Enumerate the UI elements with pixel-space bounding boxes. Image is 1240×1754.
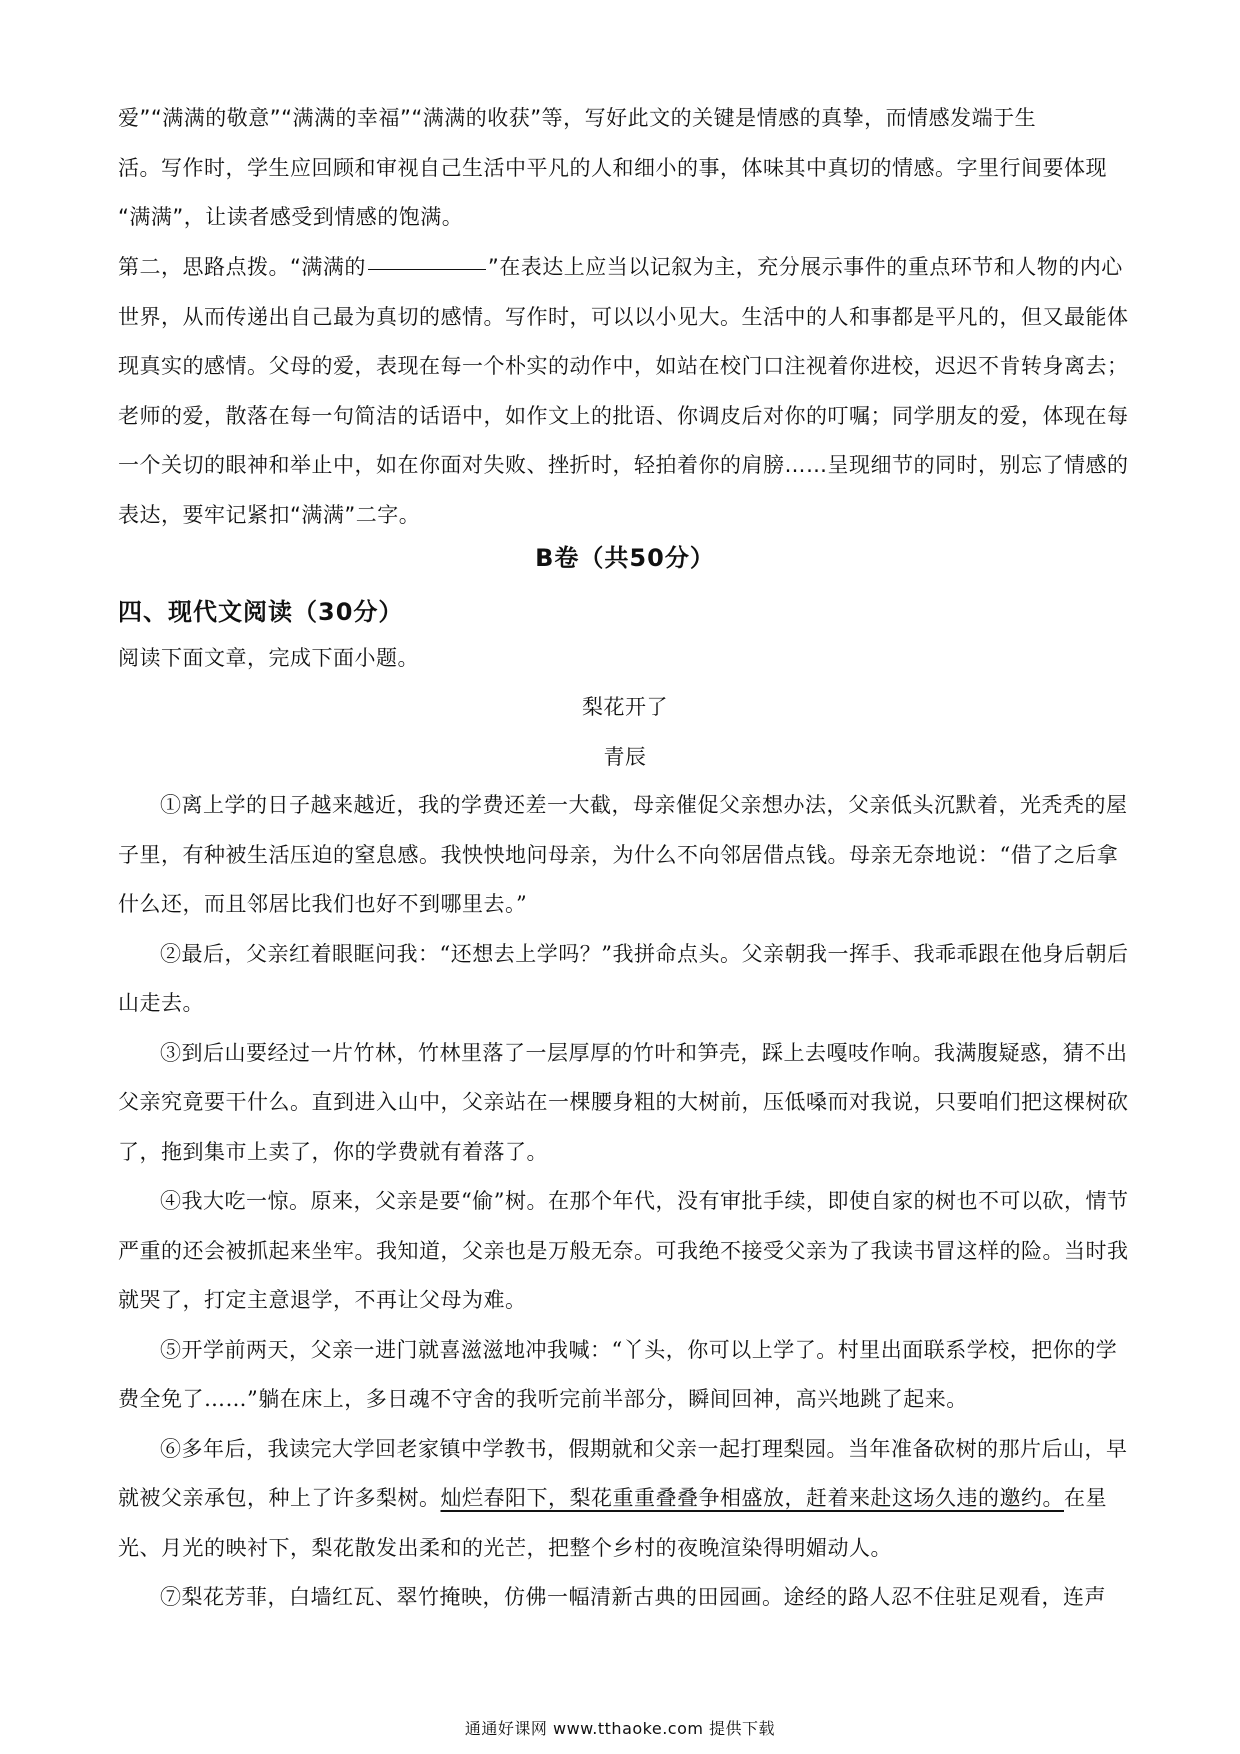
section-four-title: 四、现代文阅读（30分） (118, 598, 404, 626)
article-title: 梨花开了 (582, 695, 668, 719)
reading-instruction: 阅读下面文章，完成下面小题。 (118, 646, 419, 670)
fill-in-blank (368, 269, 486, 270)
article-paragraph-5: ⑤开学前两天，父亲一进门就喜滋滋地冲我喊：“丫头，你可以上学了。村里出面联系学校，把你的学费全免了……”躺在床上，多日魂不守舍的我听完前半部分，瞬间回神，高兴地跳了起来。 (118, 1337, 1118, 1411)
intro-line-3: “满满”，让读者感受到情感的饱满。 (118, 205, 464, 229)
intro-text (118, 94, 1132, 243)
paragraph-6-text-end: 在星光、月光的映衬下，梨花散发出柔和的光芒，把整个乡村的夜晚渲染得明媚动人。 (118, 1486, 1107, 1560)
article-paragraph-2: ②最后，父亲红着眼眶问我：“还想去上学吗？”我拼命点头。父亲朝我一挥手、我乖乖跟在他身后朝后山走去。 (118, 941, 1129, 1015)
tips-paragraph (118, 243, 1132, 540)
writing-tips-paragraph (118, 243, 1132, 540)
article-paragraph-4: ④我大吃一惊。原来，父亲是要“偷”树。在那个年代，没有审批手续，即使自家的树也不可以砍，情节严重的还会被抓起来坐牢。我知道，父亲也是万般无奈。可我绝不接受父亲为了我读书冒这样的险。当时我就哭了，打定主意退学，不再让父母为难。 (118, 1189, 1129, 1312)
intro-line-1: 爱”“满满的敬意”“满满的幸福”“满满的收获”等，写好此文的关键是情感的真挚，而情感发端于生 (118, 106, 1037, 130)
underlined-sentence: 灿烂春阳下，梨花重重叠叠争相盛放，赶着来赴这场久违的邀约。 (440, 1486, 1064, 1510)
article-author: 青辰 (603, 745, 647, 769)
article-paragraph-6 (118, 1425, 1132, 1574)
article-paragraph-1: ①离上学的日子越来越近，我的学费还差一大截，母亲催促父亲想办法，父亲低头沉默着，光秃秃的屋子里，有种被生活压迫的窒息感。我怏怏地问母亲，为什么不向邻居借点钱。母亲无奈地说：“借了之后拿什么还，而且邻居比我们也好不到哪里去。” (118, 793, 1128, 916)
page-footer: 通通好课网 www.tthaoke.com 提供下载 (464, 1719, 776, 1738)
section-b-title: B卷（共50分） (535, 544, 715, 572)
tips-text-after-blank: ”在表达上应当以记叙为主，充分展示事件的重点环节和人物的内心世界，从而传递出自己最为真切的感情。写作时，可以以小见大。生活中的人和事都是平凡的，但又最能体现真实的感情。父母的爱，表现在每一个朴实的动作中，如站在校门口注视着你进校，迟迟不肯转身离去；老师的爱，散落在每一句简洁的话语中，如作文上的批语、你调皮后对你的叮嘱；同学朋友的爱，体现在每一个关切的眼神和举止中，如在你面对失败、挫折时，轻拍着你的肩膀……呈现细节的同时，别忘了情感的表达，要牢记紧扣“满满”二字。 (118, 255, 1129, 527)
tips-text-before-blank: 第二，思路点拨。“满满的 (118, 255, 366, 279)
intro-line-2: 活。写作时，学生应回顾和审视自己生活中平凡的人和细小的事，体味其中真切的情感。字里行间要体现 (118, 155, 1107, 180)
article-paragraph-3: ③到后山要经过一片竹林，竹林里落了一层厚厚的竹叶和笋壳，踩上去嘎吱作响。我满腹疑惑，猜不出父亲究竟要干什么。直到进入山中，父亲站在一棵腰身粗的大树前，压低嗓而对我说，只要咱们把这棵树砍了，拖到集市上卖了，你的学费就有着落了。 (118, 1040, 1129, 1164)
article-paragraph-7: ⑦梨花芳菲，白墙红瓦、翠竹掩映，仿佛一幅清新古典的田园画。途经的路人忍不住驻足观看，连声 (160, 1585, 1106, 1609)
paragraph-6-text: ⑥多年后，我读完大学回老家镇中学教书，假期就和父亲一起打理梨园。当年准备砍树的那片后山，早就被父亲承包，种上了许多梨树。 (118, 1436, 1128, 1510)
article-body (118, 781, 1132, 1623)
